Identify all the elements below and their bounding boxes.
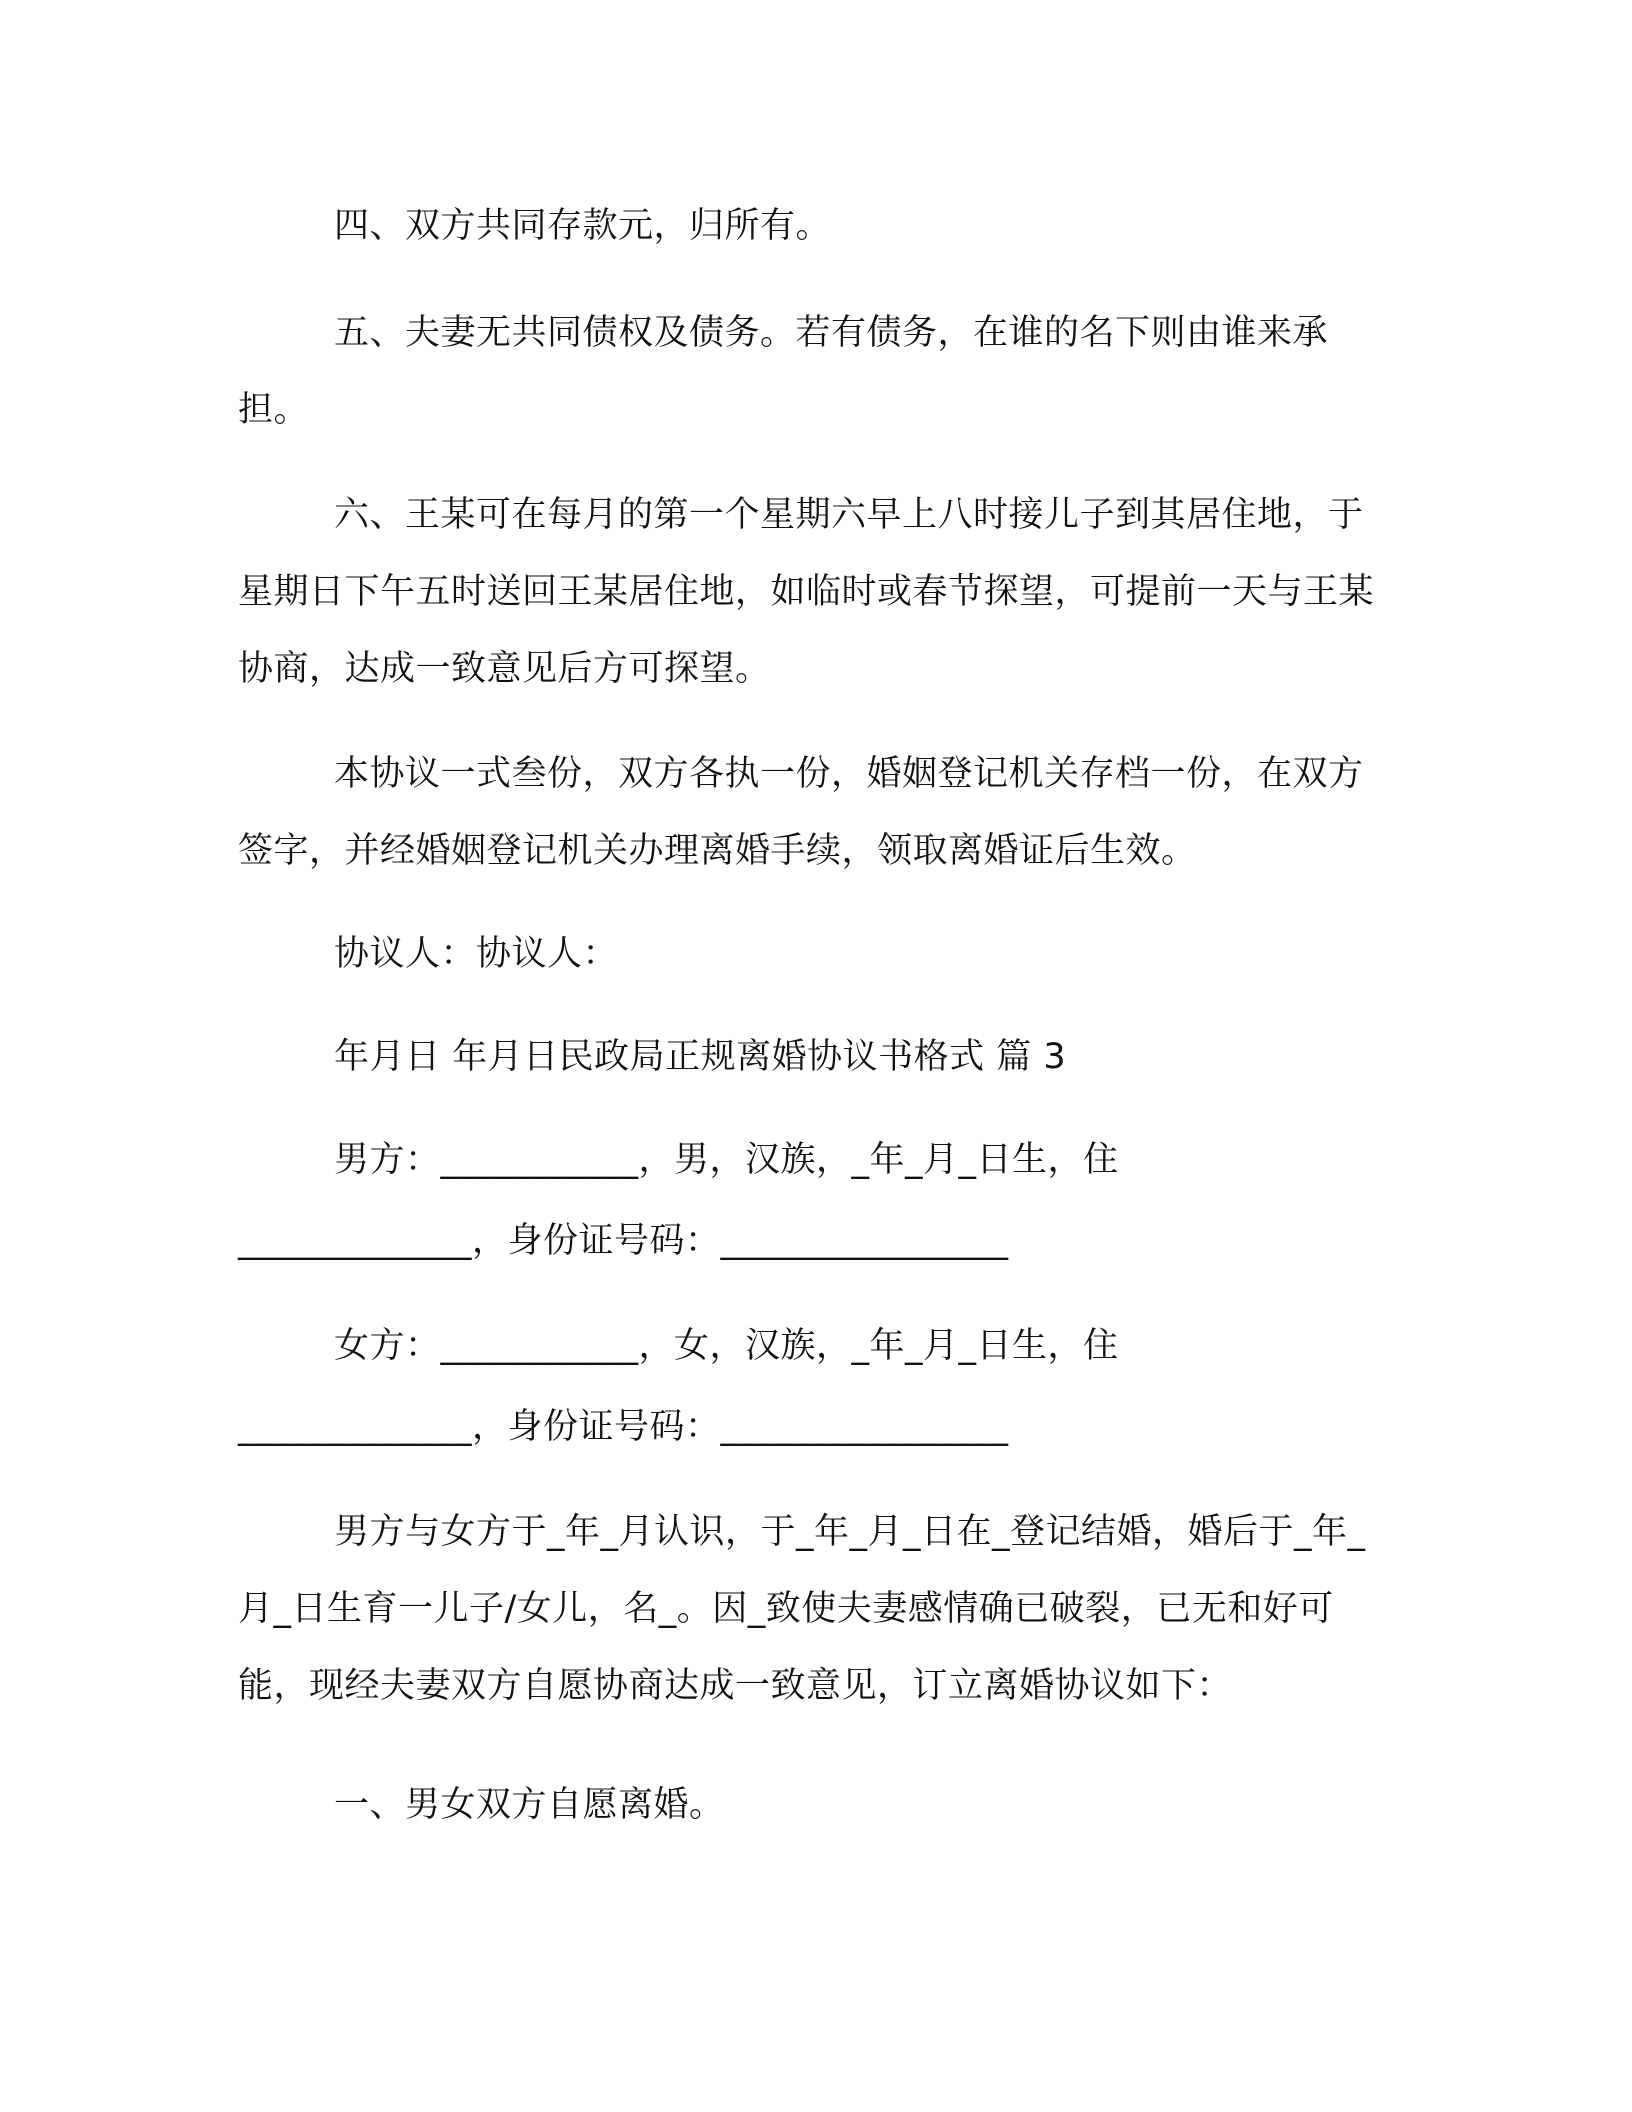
male-party-block bbox=[238, 1122, 1378, 1280]
signatories-line: 协议人：协议人： bbox=[334, 934, 619, 974]
marriage-background-paragraph: 男方与女方于_年_月认识，于_年_月_日在_登记结婚，婚后于_年_月_日生育一儿子/女儿，名_。因_致使夫妻感情确已破裂，已无和好可能，现经夫妻双方自愿协商达成一致意见，订立离婚协议如下： bbox=[238, 1512, 1366, 1706]
date-and-section-title: 年月日 年月日民政局正规离婚协议书格式 篇 3 bbox=[334, 1037, 1067, 1077]
document-body bbox=[238, 188, 1378, 1844]
female-party-block bbox=[238, 1308, 1378, 1466]
agreement-copies-paragraph: 本协议一式叁份，双方各执一份，婚姻登记机关存档一份，在双方签字，并经婚姻登记机关办理离婚手续，领取离婚证后生效。 bbox=[238, 754, 1364, 871]
male-party-line-2: _____________，身份证号码：________________ bbox=[238, 1221, 1009, 1261]
female-party-line-2: _____________，身份证号码：________________ bbox=[238, 1407, 1009, 1447]
clause-4: 四、双方共同存款元，归所有。 bbox=[334, 206, 832, 246]
male-party-line-1: 男方：___________，男，汉族，_年_月_日生，住 bbox=[334, 1140, 1119, 1180]
clause-1: 一、男女双方自愿离婚。 bbox=[334, 1785, 725, 1825]
clause-6: 六、王某可在每月的第一个星期六早上八时接儿子到其居住地，于星期日下午五时送回王某居住地，如临时或春节探望，可提前一天与王某协商，达成一致意见后方可探望。 bbox=[238, 495, 1375, 689]
female-party-line-1: 女方：___________，女，汉族，_年_月_日生，住 bbox=[334, 1326, 1119, 1366]
clause-5: 五、夫妻无共同债权及债务。若有债务，在谁的名下则由谁来承担。 bbox=[238, 313, 1329, 430]
